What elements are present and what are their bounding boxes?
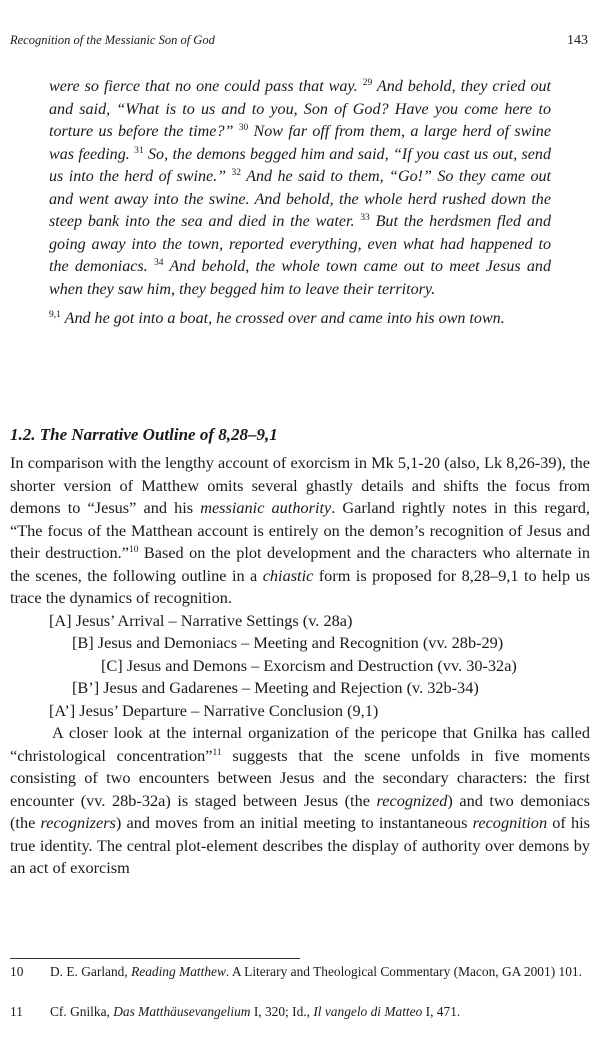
footnote-ref: 31: [134, 145, 144, 156]
footnote-ref: 29: [362, 78, 373, 88]
running-header: [10, 33, 590, 53]
footnote-ref: 30: [238, 123, 249, 133]
page-number: 143: [567, 33, 588, 48]
emphasis: chiastic: [262, 565, 314, 585]
emphasis: Das Matthäusevangelium: [113, 1004, 251, 1019]
footnote-ref: 32: [231, 168, 242, 178]
outline-item: [B’] Jesus and Gadarenes – Meeting and Rejection (v. 32b-34): [72, 678, 479, 697]
footnote-divider: [10, 958, 300, 959]
section-heading: 1.2. The Narrative Outline of 8,28–9,1: [10, 425, 278, 444]
body-paragraph: A closer look at the internal organization of the pericope that Gnilka has called “christological concentration”$^{11}$ suggests that the scene unfolds in five moments consisting of two encounters between Jesus and the secondary characters: the first encounter (vv. 28b-32a) is staged between Jesus (the recognized) and two demoniacs (the recognizers) and moves from an initial meeting to instantaneous recognition of his true identity. The central plot-element describes the display of authority over demons by an act of exorcism: [10, 723, 591, 877]
body-text: [10, 452, 590, 880]
chiastic-outline: [10, 610, 590, 723]
scripture-quotation: [49, 76, 551, 331]
outline-item: [B] Jesus and Demoniacs – Meeting and Recognition (vv. 28b-29): [72, 633, 504, 652]
footnote-ref: 33: [360, 213, 370, 223]
running-title: Recognition of the Messianic Son of God: [10, 33, 215, 47]
footnote-text: Cf. Gnilka, Das Matthäusevangelium I, 320; Id., Il vangelo di Matteo I, 471.: [50, 1004, 461, 1019]
quote-paragraph: were so fierce that no one could pass that way. $^{29}$ And behold, they cried out and said, “What is to us and to you, Son of God? Have you come here to torture us before the time?” $^{30}$ Now far off from them, a large herd of swine was feeding. $^{31}$ So, the demons begged him and said, “If you cast us out, send us into the herd of swine.” $^{32}$ And he said to them, “Go!” So they came out and went away into the swine. And behold, the whole herd rushed down the steep bank into the sea and died in the water. $^{33}$ But the herdsmen fled and going away into the town, reported everything, even what had happened to the demoniacs. $^{34}$ And behold, the whole town came out to meet Jesus and when they saw him, they begged him to leave their territory.: [49, 78, 552, 298]
quote-paragraph: $^{9,1}$ And he got into a boat, he crossed over and came into his own town.: [49, 310, 505, 327]
footnote-ref: 11: [212, 747, 222, 758]
footnote-number: 11: [10, 1004, 23, 1019]
footnote-number: 10: [10, 964, 24, 979]
emphasis: recognition: [472, 813, 548, 832]
footnote-ref: 9,1: [49, 310, 61, 320]
emphasis: recognized: [376, 790, 448, 810]
footnote-ref: 34: [153, 258, 164, 268]
emphasis: recognizers: [40, 813, 116, 832]
emphasis: Reading Matthew: [131, 964, 226, 979]
footnote-ref: 10: [128, 545, 139, 555]
footnote-text: D. E. Garland, Reading Matthew. A Literary and Theological Commentary (Macon, GA 2001) 101.: [50, 964, 582, 979]
outline-item: [A] Jesus’ Arrival – Narrative Settings (v. 28a): [49, 610, 353, 630]
outline-item: [C] Jesus and Demons – Exorcism and Destruction (vv. 30-32a): [101, 655, 517, 675]
body-paragraph: In comparison with the lengthy account of exorcism in Mk 5,1-20 (also, Lk 8,26-39), the shorter version of Matthew omits several ghastly details and shifts the focus from demons to “Jesus” and his messianic authority. Garland rightly notes in this regard, “The focus of the Matthean account is entirely on the demon’s recognition of Jesus and their destruction.”$^{10}$ Based on the plot development and the characters who alternate in the scenes, the following outline in a chiastic form is proposed for 8,28–9,1 to help us trace the dynamics of recognition.: [10, 453, 590, 607]
outline-item: [A’] Jesus’ Departure – Narrative Conclusion (9,1): [49, 700, 379, 720]
emphasis: messianic authority: [200, 498, 332, 517]
emphasis: Il vangelo di Matteo: [313, 1004, 423, 1019]
